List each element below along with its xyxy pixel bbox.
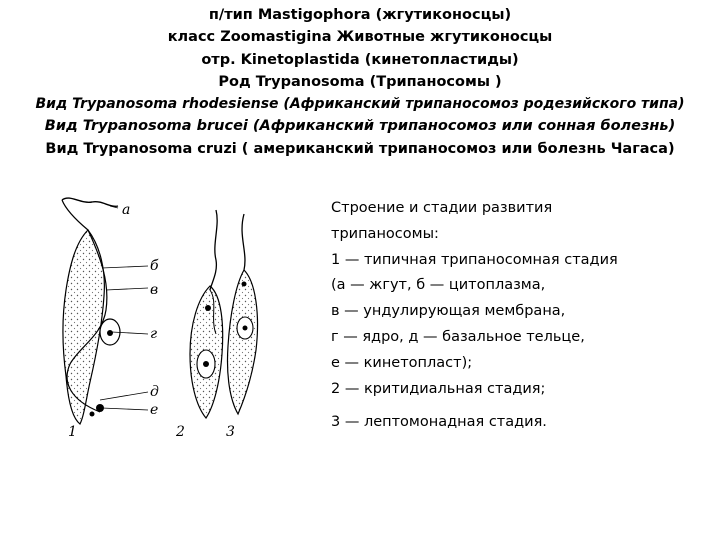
caption-line-2: трипаносомы: [331, 225, 439, 242]
figure-caption [331, 196, 711, 436]
header-species-brucei: Вид Trypanosoma brucei (Африканский трипаносомоз или сонная болезнь) [44, 118, 676, 135]
trypanosome-figure [40, 186, 330, 446]
stage-2-crithidia [190, 210, 223, 418]
trypanosome-drawing [40, 186, 330, 446]
stage-3-kinetoplast [242, 282, 247, 287]
caption-line-6: г — ядро, д — базальное тельце, [331, 328, 585, 345]
caption-line-5: в — ундулирующая мембрана, [331, 303, 566, 320]
caption-line-7: е — кинетопласт); [331, 354, 473, 371]
caption-line-4: (а — жгут, б — цитоплазма, [331, 277, 546, 294]
header-genus: Род Trypanosoma (Трипаносомы ) [218, 73, 502, 90]
label-v: в [150, 282, 159, 298]
label-stage-3: 3 [226, 424, 235, 440]
header-order: отр. Kinetoplastida (кинетопластиды) [201, 51, 519, 68]
header-subtype: п/тип Mastigophora (жгутиконосцы) [208, 7, 512, 23]
label-a: а [122, 202, 131, 218]
label-g: г [150, 326, 158, 342]
caption-line-1: Строение и стадии развития [331, 200, 553, 216]
leader-line-b [102, 266, 148, 268]
stage-2-kinetoplast [205, 305, 211, 311]
stage-3-nucleolus [243, 326, 248, 331]
header-species-cruzi: Вид Trypanosoma cruzi ( американский трипаносомоз или болезнь Чагаса) [45, 140, 675, 157]
stage-1-flagellum [62, 198, 118, 206]
header-class: класс Zoomastigina Животные жгутиконосцы [167, 29, 553, 46]
stage-1-nucleolus [107, 330, 113, 336]
label-stage-2: 2 [176, 424, 185, 440]
header-block [0, 4, 720, 160]
leader-line-e [102, 408, 148, 410]
caption-line-3: 1 — типичная трипаносомная стадия [331, 251, 618, 268]
stage-1-kinetoplast [90, 412, 95, 417]
stage-1-body [63, 230, 104, 424]
header-species-rhodesiense: Вид Trypanosoma rhodesiense (Африканский трипаносомоз родезийского типа) [35, 96, 685, 113]
label-stage-1: 1 [68, 424, 77, 440]
leader-line-v [106, 288, 148, 290]
label-b: б [150, 258, 159, 274]
stage-2-flagellum [210, 210, 217, 290]
label-e: е [150, 402, 159, 418]
caption-line-8: 2 — критидиальная стадия; [331, 380, 546, 397]
stage-1-trypanosome [62, 198, 148, 424]
stage-3-body [227, 270, 257, 414]
leader-line-d [100, 392, 148, 400]
caption-line-9: 3 — лептомонадная стадия. [331, 414, 547, 431]
stage-3-leptomonas [227, 214, 257, 414]
label-d: д [150, 384, 159, 400]
stage-2-nucleolus [203, 361, 209, 367]
stage-1-flagellum-base [62, 200, 88, 230]
stage-3-flagellum [242, 214, 245, 270]
